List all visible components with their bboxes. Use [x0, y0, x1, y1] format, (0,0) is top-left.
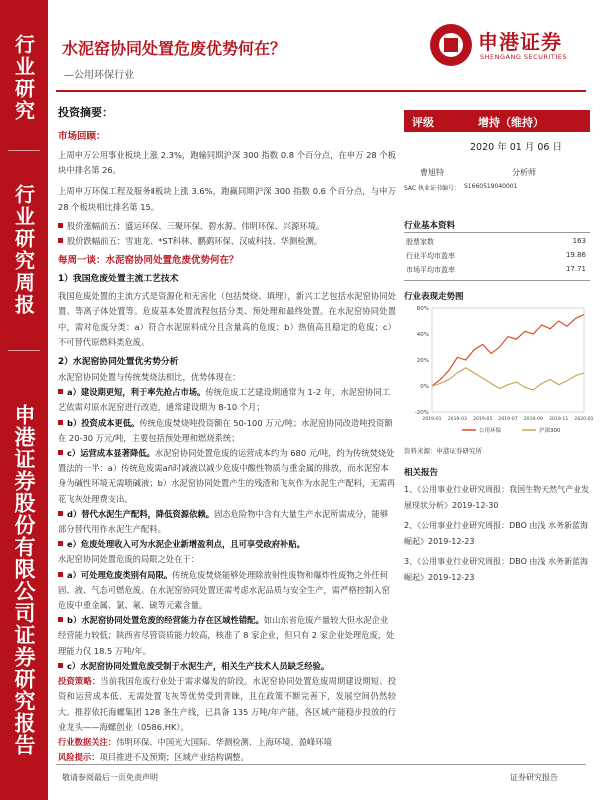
x-tick-label: 2019-05 — [473, 417, 493, 422]
limitation-a: a）可处理危废类别有局限。传统危废焚烧能够处理除放射性废物和爆炸性废物之外任何固、液、气态可燃危废。在水泥窑协同处置还需考虑水泥品质与安全生产，需严格控制入窑危废中重金属、氯、氟、硫等元素含量。 — [58, 569, 390, 611]
y-tick-label: 60% — [416, 306, 429, 312]
cert-label: SAC 执业证书编号： — [404, 185, 461, 192]
header-divider — [56, 90, 586, 92]
related-report-link[interactable]: 2、《公用事业行业研究周报：DBO 由浅 水务新蓝海崛起》2019-12-23 — [404, 521, 588, 546]
company-logo — [430, 22, 590, 72]
sidebar-label-type: 行业研究周报 — [11, 184, 36, 316]
bullet-icon — [58, 541, 63, 546]
rating-label: 评级 — [412, 116, 434, 129]
related-heading: 相关报告 — [404, 468, 439, 478]
advantage-a: a）建设期更短，利于率先抢占市场。传统危废工艺建设期通常为 1-2 年，水泥窑协同工艺依需对原水泥窑进行改造，通常建设期为 8-10 个月； — [58, 387, 391, 413]
market-paragraph-2: 上周申万环保工程及服务Ⅱ板块上涨 3.6%，跑赢同期沪深 300 指数 0.6 个百分点，与申万 28 个板块相比排名第 15。 — [58, 186, 396, 212]
bullet-icon — [58, 511, 63, 516]
footer-divider — [56, 764, 586, 765]
advantage-c: c）运营成本显著降低。水泥窑协同处置危废的运营成本约为 680 元/吨，约为传统焚烧处置法的一半：a）传统危废需añ时减液以减少危废中酸性物质与重金属的排放，而水泥窑本身为碱性环境无需喷碱液；b）水泥窑协同处置产生的残渣和飞灰作为水泥生产配料，无需再花飞灰处理费支出。 — [58, 448, 396, 504]
y-tick-label: 40% — [416, 332, 429, 338]
summary-heading: 投资摘要： — [58, 106, 113, 119]
market-heading: 市场回顾： — [58, 131, 106, 142]
bullet-icon — [58, 238, 63, 243]
basics-row: 行业平均市盈率 19.86 — [406, 251, 586, 260]
rating-value: 增持（维持） — [478, 116, 544, 129]
advantage-b: b）投资成本更低。传统危废焚烧吨投资额在 50-100 万元/吨；水泥窑协同改造吨投资额在 20-30 万元/吨，主要包括预处理和燃烧系统； — [58, 417, 393, 443]
x-tick-label: 2019-03 — [447, 417, 467, 422]
section-2-heading: 2）水泥窑协同处置优劣势分析 — [58, 357, 179, 368]
main-content — [58, 104, 396, 765]
limitation-c: c）水泥窑协同处置危废受制于水泥生产，相关生产技术人员缺乏经验。 — [58, 659, 396, 674]
legend-label: 公用环保 — [479, 428, 502, 434]
bullet-icon — [58, 450, 63, 455]
series-line-2 — [432, 368, 584, 390]
sidebar-label-company: 申港证券股份有限公司证券研究报告 — [12, 404, 37, 756]
analyst-name: 曹旭特 — [420, 168, 444, 177]
limitation-b: b）水泥窑协同处置危废的经营能力存在区域性错配。如山东省危废产量较大但水泥企业经营能力较低；陕西省尽管资质能力较高，核准了 8 家企业，但只有 2 家企业处理危废，处理能力仅 18.5 万吨/年。 — [58, 615, 395, 656]
basics-divider — [404, 232, 590, 233]
sidebar-label-category: 行业研究 — [11, 34, 36, 122]
bullet-icon — [58, 663, 63, 668]
section-1-paragraph: 我国危废处置的主流方式是资源化和无害化（包括焚烧、填埋），新兴工艺包括水泥窑协同处置、等离子体处置等。危废基本处置流程包括分类、预处理和最终处置。在水泥窑协同处置中，需对危废分类：a）符合水泥原料成分且含量高的危废；b）热值高且稳定的危废；c）不可替代原燃料类危废。 — [58, 291, 396, 347]
market-paragraph-1: 上周申万公用事业板块上涨 2.3%，跑输同期沪深 300 指数 0.8 个百分点，在申万 28 个板块中排名第 26。 — [58, 150, 396, 176]
losers-label: 股价跌幅前五： — [67, 236, 126, 247]
bullet-icon — [58, 617, 63, 622]
sidebar-divider — [8, 150, 40, 151]
footer-label: 证券研究报告 — [510, 773, 558, 782]
weekly-topic-heading: 每周一谈：水泥窑协同处置危废优势何在？ — [58, 255, 239, 267]
related-report-link[interactable]: 3、《公用事业行业研究周报：DBO 由浅 水务新蓝海崛起》2019-12-23 — [404, 557, 588, 582]
losers-item — [58, 234, 396, 249]
bullet-icon — [58, 389, 63, 394]
y-tick-label: -20% — [414, 410, 429, 416]
risk-warning: 风险提示：项目推进不及预期；区域产业结构调整。 — [58, 752, 249, 763]
cert-value: S1660519040001 — [464, 183, 518, 190]
sidebar-band — [0, 0, 48, 800]
x-tick-label: 2020-01 — [574, 417, 594, 422]
advantage-d: d）替代水泥生产配料，降低资源依赖。固态危险物中含有大量生产水泥所需成分，能够部分替代用作水泥生产配料。 — [58, 508, 389, 535]
focus-stocks: 行业数据关注：伟明环保、中国光大国际、华测检测、上海环境、盈峰环境 — [58, 736, 332, 747]
bullet-icon — [58, 223, 63, 228]
chart-source: 资料来源：申港证券研究所 — [404, 447, 482, 455]
x-tick-label: 2019-09 — [523, 417, 543, 422]
basics-divider — [404, 280, 590, 281]
rating-bar — [404, 110, 590, 132]
x-tick-label: 2019-01 — [422, 417, 442, 422]
chart-canvas — [404, 302, 594, 442]
y-tick-label: 20% — [416, 358, 429, 364]
logo-name-en: SHENGANG SECURITIES — [480, 53, 568, 61]
chart-title: 行业表现走势图 — [404, 292, 464, 302]
related-report-link[interactable]: 1、《公用事业行业研究周报：我国生物天然气产业发展现状分析》2019-12-30 — [404, 485, 590, 510]
x-tick-label: 2019-11 — [549, 417, 569, 422]
page-subtitle: —公用环保行业 — [64, 70, 134, 81]
analyst-role: 分析师 — [512, 168, 536, 177]
losers-text: 雪迪龙、*ST科林、鹏鹞环保、汉威科技、华测检测。 — [125, 236, 323, 247]
gainers-text: 盛运环保、三聚环保、碧水源、伟明环保、兴源环境。 — [125, 220, 325, 231]
performance-chart — [404, 302, 594, 442]
logo-name-cn: 申港证券 — [478, 30, 562, 54]
gainers-item — [58, 219, 396, 234]
investment-advice: 投资策略：当前我国危废行业处于需求爆发的阶段。水泥窑协同处置危废周期建设期短、投资和运营成本低、无需处置飞灰等优势受到青睐，且在政策不断完善下，发展空间仍然较大。推荐依托海螺集团 128 条生产线，已具备 135 万吨/年产能，各区域产能稳步投放的行业龙头——海螺创业（0586.HK）。 — [58, 676, 396, 732]
page-title: 水泥窑协同处置危废优势何在？ — [62, 39, 287, 58]
basics-row: 市场平均市盈率 17.71 — [406, 265, 586, 274]
logo-mark-icon — [430, 24, 472, 66]
advantage-e: e）危废处理收入可为水泥企业新增盈利点，且可享受政府补贴。 — [58, 537, 396, 552]
advantages-intro: 水泥窑协同处置与传统焚烧法相比，优势体现在： — [58, 372, 241, 383]
disclaimer-note: 敬请参阅最后一页免责声明 — [62, 773, 158, 782]
basics-heading: 行业基本资料 — [404, 221, 456, 231]
y-tick-label: 0% — [420, 384, 429, 390]
report-date: 2020 年 01 月 06 日 — [470, 142, 562, 153]
bullet-icon — [58, 420, 63, 425]
section-1-heading: 1）我国危废处置主流工艺技术 — [58, 274, 179, 285]
limitations-intro: 水泥窑协同处置危废的局限之处在于： — [58, 554, 200, 565]
gainers-label: 股价涨幅前五： — [67, 220, 126, 231]
basics-row: 股票家数 163 — [406, 237, 586, 246]
x-tick-label: 2019-07 — [498, 417, 518, 422]
sidebar-divider — [8, 350, 40, 351]
bullet-icon — [58, 572, 63, 577]
legend-label: 沪深300 — [539, 428, 561, 434]
chart-plot-area — [432, 308, 584, 412]
